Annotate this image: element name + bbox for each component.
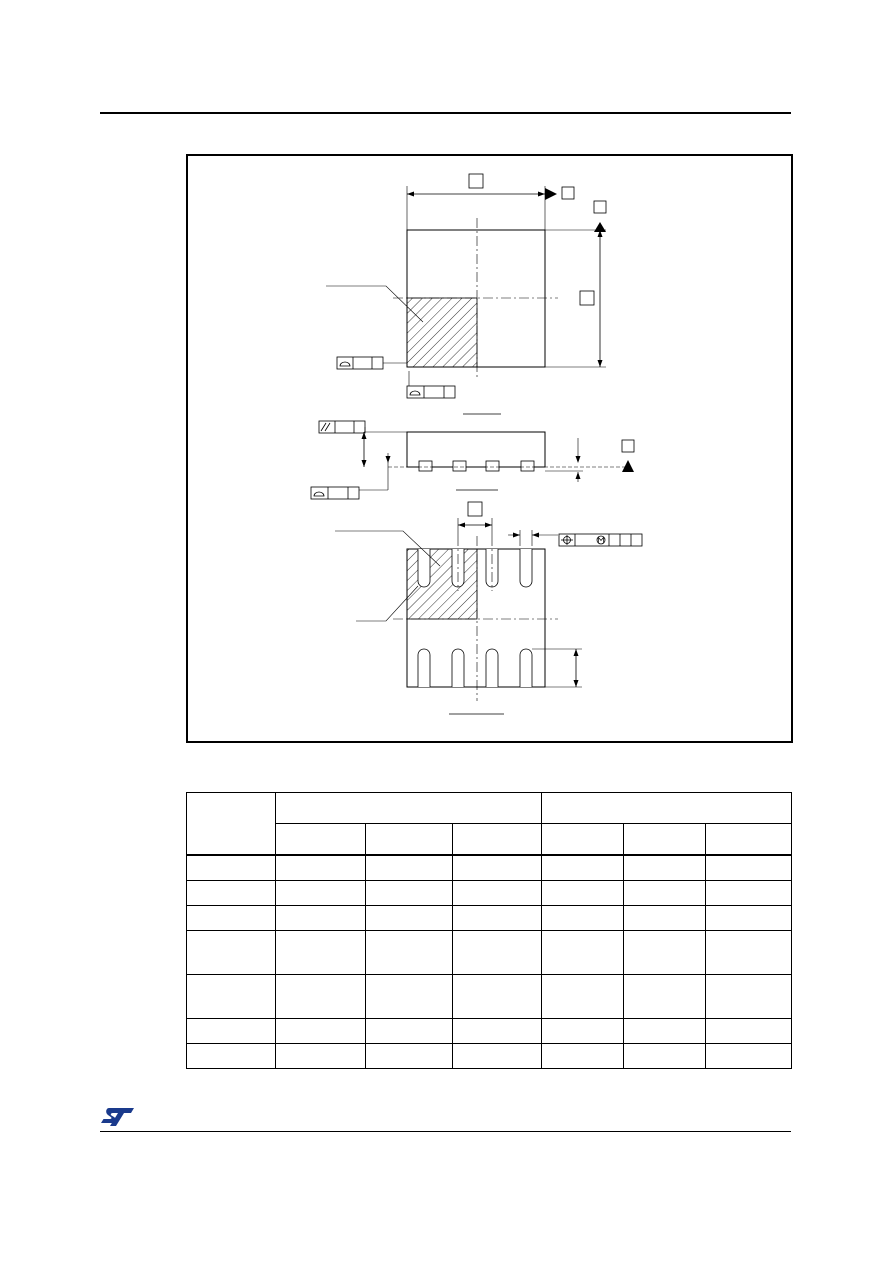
table-cell [453,975,542,1019]
flatness-icon [407,386,455,398]
table-cell [624,1019,706,1044]
table-cell [624,906,706,931]
flatness-icon [337,357,383,369]
table-cell [542,931,624,975]
table-header-row [187,793,792,824]
top-view [326,174,606,414]
table-cell [453,931,542,975]
table-cell [624,855,706,881]
table-cell [706,906,792,931]
table-cell [542,1044,624,1069]
table-cell [542,975,624,1019]
table-header-cell [276,793,542,824]
table-cell [453,881,542,906]
table-cell [624,881,706,906]
table-cell [624,975,706,1019]
datum-triangle-icon [594,222,606,232]
table-header-cell [187,793,276,856]
footer-rule [100,1131,791,1132]
package-outline-figure [186,154,793,743]
table-cell [276,1019,366,1044]
table-cell [366,1044,453,1069]
flatness-icon [311,487,359,499]
table-cell [276,1044,366,1069]
table-header-cell [276,824,366,856]
table-cell [276,906,366,931]
table-cell [706,855,792,881]
table-cell [706,931,792,975]
table-cell [276,975,366,1019]
dim-box-e [580,291,594,305]
table-cell [453,1019,542,1044]
table-cell [542,855,624,881]
table-cell [366,1019,453,1044]
table-row [187,881,792,906]
datum-triangle-icon [622,460,634,472]
table-header-cell [542,793,792,824]
table-cell [366,906,453,931]
table-cell [706,975,792,1019]
table-header-cell [366,824,453,856]
table-cell [187,975,276,1019]
table-cell [276,855,366,881]
parallelism-icon [319,421,365,433]
table-cell [542,906,624,931]
dim-box-d [469,174,483,188]
table-cell [187,1019,276,1044]
pin1-area [407,298,477,367]
table-cell [453,906,542,931]
table-cell [276,931,366,975]
table-cell [187,931,276,975]
table-header-cell [624,824,706,856]
table-row [187,975,792,1019]
st-logo-icon [100,1106,136,1133]
table-row [187,1019,792,1044]
table-cell [624,931,706,975]
table-cell [453,855,542,881]
table-cell [624,1044,706,1069]
table-cell [542,881,624,906]
table-cell [453,1044,542,1069]
table-header-cell [706,824,792,856]
table-cell [706,1044,792,1069]
table-cell [187,906,276,931]
table-header-cell [542,824,624,856]
package-drawing [188,156,791,741]
table-cell [542,1019,624,1044]
header-rule [100,112,791,114]
side-view [311,421,634,499]
table-cell [187,1044,276,1069]
datum-triangle-icon [545,188,557,200]
table-cell [706,1019,792,1044]
dim-box-e [468,502,482,516]
dimensions-table [186,792,792,1069]
table-cell [366,931,453,975]
table-row [187,906,792,931]
bottom-view [335,502,642,714]
table-cell [366,975,453,1019]
table-cell [706,881,792,906]
table-cell [276,881,366,906]
table-row [187,855,792,881]
table-subheader-row [187,824,792,856]
table-cell [187,855,276,881]
table-header-cell [453,824,542,856]
table-row [187,1044,792,1069]
position-icon [559,534,642,546]
table-cell [366,855,453,881]
table-row [187,931,792,975]
table-cell [366,881,453,906]
table-cell [187,881,276,906]
exposed-pad-area [407,549,477,619]
